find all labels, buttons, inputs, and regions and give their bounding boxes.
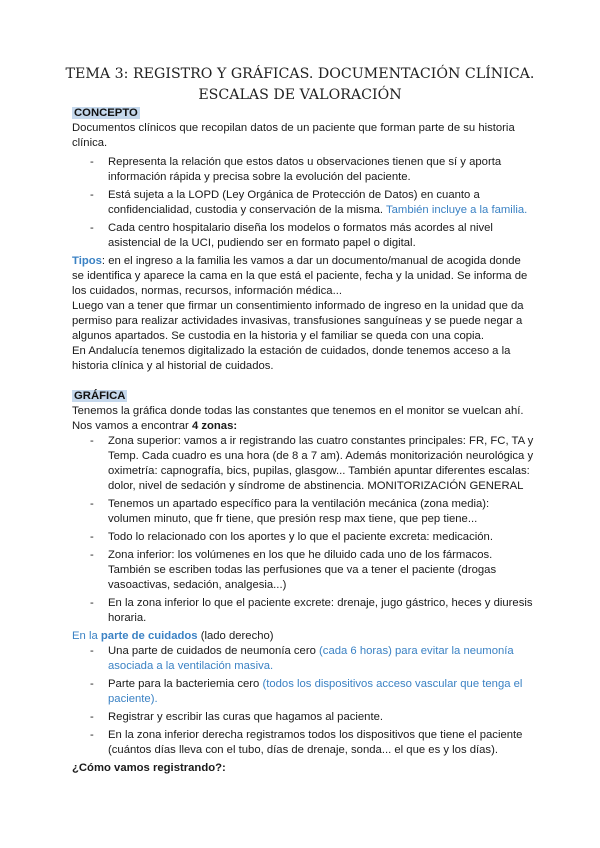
list-item: - En la zona inferior derecha registramos todos los dispositivos que tiene el paciente (cuántos días lleva con el tubo, días de drenaje, sonda... el que es y los días). [72,728,534,758]
list-item: - Una parte de cuidados de neumonía cero (cada 6 horas) para evitar la neumonía asociada a la ventilación masiva. [72,644,534,674]
list-item: - Tenemos un apartado específico para la ventilación mecánica (zona media): volumen minuto, que fr tiene, que presión resp max tiene, que pep tiene... [72,497,534,527]
list-item: - Representa la relación que estos datos u observaciones tienen que sí y aporta información rápida y precisa sobre la evolución del paciente. [72,155,534,185]
andalucia-paragraph: En Andalucía tenemos digitalizado la estación de cuidados, donde tenemos acceso a la historia clínica y al historial de cuidados. [72,345,511,372]
grafica-heading: GRÁFICA [74,390,126,402]
zonas-line: Nos vamos a encontrar 4 zonas: [72,420,238,432]
section-heading-concepto [72,106,534,121]
document-title [60,64,540,106]
section-heading-grafica [72,389,534,404]
list-item: - En la zona inferior lo que el paciente excrete: drenaje, jugo gástrico, heces y diuresis horaria. [72,596,534,626]
grafica-bullet-list [72,434,534,626]
list-item: - Registrar y escribir las curas que hagamos al paciente. [72,710,534,725]
question-line: ¿Cómo vamos registrando?: [72,762,226,774]
title-line-1: TEMA 3: REGISTRO Y GRÁFICAS. DOCUMENTACIÓN CLÍNICA. [65,66,535,82]
cuidados-line: En la parte de cuidados (lado derecho) [72,630,274,642]
consent-paragraph: Luego van a tener que firmar un consentimiento informado de ingreso en la unidad que da permiso para realizar actividades invasivas, transfusiones sanguíneas y se puede negar a algunos apartados. Se custodia en la historia y el familiar se queda con una copia. [72,300,524,342]
concepto-intro: Documentos clínicos que recopilan datos de un paciente que forman parte de su historia clínica. [72,122,515,149]
list-item: - Está sujeta a la LOPD (Ley Orgánica de Protección de Datos) en cuanto a confidencialidad, custodia y conservación de la misma. También incluye a la familia. [72,188,534,218]
list-item: - Todo lo relacionado con los aportes y lo que el paciente excreta: medicación. [72,530,534,545]
cuidados-bullet-list [72,644,534,758]
tipos-paragraph: Tipos: en el ingreso a la familia les vamos a dar un documento/manual de acogida donde se identifica y aparece la cama en la que está el paciente, fecha y la unidad. Se informa de los cuidados, normas, recursos, información médica... [72,255,528,297]
list-item: - Zona superior: vamos a ir registrando las cuatro constantes principales: FR, FC, TA y Temp. Cada cuadro es una hora (de 8 a 7 am). Además monitorización neurológica y oximetría: capnografía, bics, pupilas, glasgow... También apuntar diferentes escalas: dolor, nivel de sedación y síndrome de abstinencia. MONITORIZACIÓN GENERAL [72,434,534,494]
grafica-intro: Tenemos la gráfica donde todas las constantes que tenemos en el monitor se vuelcan ahí. [72,405,524,417]
concepto-bullet-list [72,155,534,251]
document-body [72,106,534,776]
list-item: - Zona inferior: los volúmenes en los que he diluido cada uno de los fármacos. También se escriben todas las perfusiones que va a tener el paciente (drogas vasoactivas, sedación, analgesia...) [72,548,534,593]
list-item: - Parte para la bacteriemia cero (todos los dispositivos acceso vascular que tenga el paciente). [72,677,534,707]
title-line-2: ESCALAS DE VALORACIÓN [198,87,402,103]
concepto-heading: CONCEPTO [74,107,138,119]
tipos-label: Tipos [72,255,102,267]
list-item: - Cada centro hospitalario diseña los modelos o formatos más acordes al nivel asistencial de la UCI, pudiendo ser en formato papel o digital. [72,221,534,251]
family-note: También incluye a la familia. [385,204,528,216]
